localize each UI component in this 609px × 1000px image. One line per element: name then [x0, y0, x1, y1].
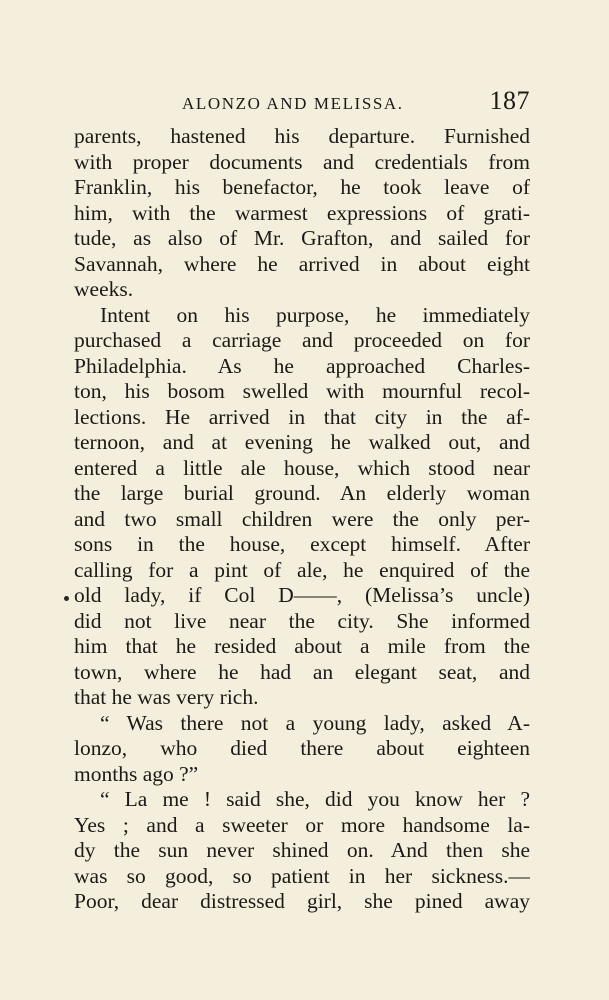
text-line: and two small children were the only per- [74, 506, 530, 531]
text-line: “ La me ! said she, did you know her ? [100, 787, 530, 811]
page-number: 187 [489, 86, 530, 115]
margin-dot [64, 596, 69, 601]
text-line: ternoon, and at evening he walked out, and [74, 430, 530, 454]
text-line: months ago ?” [74, 761, 199, 786]
text-line: ton, his bosom swelled with mournful recol- [74, 379, 530, 403]
text-line: was so good, so patient in her sickness.— [74, 863, 530, 888]
text-line: calling for a pint of ale, he enquired of the [74, 557, 530, 582]
text-line: entered a little ale house, which stood near [74, 455, 530, 480]
text-line: tude, as also of Mr. Grafton, and sailed for [74, 226, 530, 250]
text-line: town, where he had an elegant seat, and [74, 659, 530, 684]
running-head: ALONZO AND MELISSA. [182, 94, 404, 113]
text-line: old lady, if Col D——, (Melissa’s uncle) [74, 583, 530, 607]
text-line: Franklin, his benefactor, he took leave of [74, 175, 530, 199]
page-header [74, 86, 530, 120]
body-text [74, 124, 530, 915]
text-line: lections. He arrived in that city in the af- [74, 404, 530, 429]
text-line: did not live near the city. She informed [74, 608, 530, 633]
text-line: lonzo, who died there about eighteen [74, 736, 530, 760]
text-line: Poor, dear distressed girl, she pined away [74, 889, 530, 913]
text-line: that he was very rich. [74, 685, 259, 709]
text-line: Intent on his purpose, he immediately [100, 302, 530, 327]
text-line: “ Was there not a young lady, asked A- [100, 710, 530, 735]
text-line: sons in the house, except himself. After [74, 532, 530, 556]
text-line: Yes ; and a sweeter or more handsome la- [74, 812, 530, 837]
text-line: him that he resided about a mile from the [74, 634, 530, 658]
text-line: parents, hastened his departure. Furnished [74, 124, 530, 148]
text-line: dy the sun never shined on. And then she [74, 838, 530, 862]
text-line: Savannah, where he arrived in about eight [74, 251, 530, 276]
text-line: him, with the warmest expressions of grati- [74, 200, 530, 225]
text-line: purchased a carriage and proceeded on for [74, 328, 530, 352]
text-line: Philadelphia. As he approached Charles- [74, 353, 530, 378]
text-line: weeks. [74, 277, 134, 301]
text-line: the large burial ground. An elderly woman [74, 481, 530, 505]
text-line: with proper documents and credentials from [74, 149, 530, 174]
